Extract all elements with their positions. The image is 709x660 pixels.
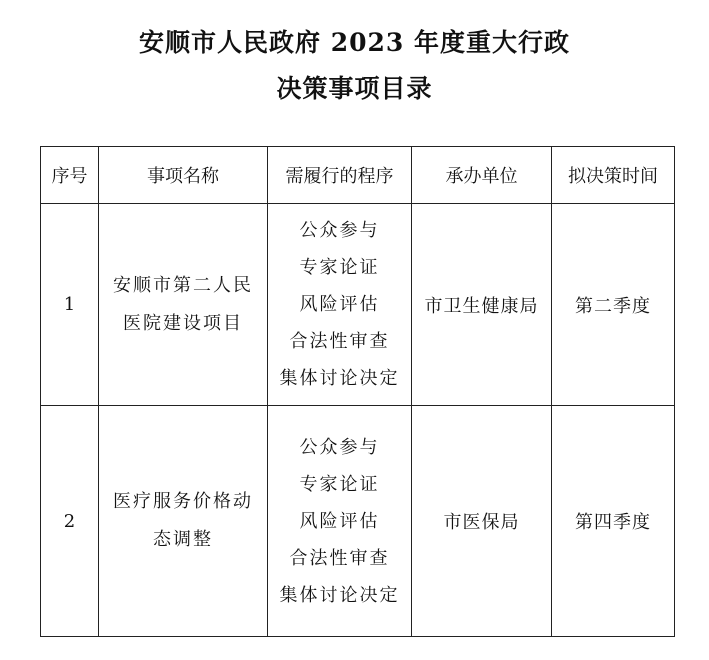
row-item-name-cell: [99, 406, 268, 637]
row-decision-time: 第二季度: [552, 204, 675, 406]
document-title-line-1: 安顺市人民政府 2023 年度重大行政: [139, 28, 570, 57]
row-decision-time: 第四季度: [552, 406, 675, 637]
row-seq: 2: [41, 406, 99, 637]
column-header-seq: 序号: [41, 147, 99, 204]
row-item-name-cell: [99, 204, 268, 406]
procedure-item: 风险评估: [299, 510, 380, 532]
column-header-procedures: 需履行的程序: [268, 147, 412, 204]
procedure-item: 集体讨论决定: [279, 584, 400, 606]
procedure-item: 风险评估: [299, 294, 380, 315]
procedure-list: [268, 212, 411, 397]
table-header-row: [41, 147, 675, 204]
procedure-item: 合法性审查: [289, 331, 390, 352]
procedure-list: [268, 429, 411, 614]
row-procedures-cell: [268, 204, 412, 406]
table-row: [41, 406, 675, 637]
procedure-item: 集体讨论决定: [279, 368, 400, 389]
row-department: 市卫生健康局: [412, 204, 552, 406]
decision-items-table: [40, 146, 675, 637]
procedure-item: 专家论证: [299, 473, 380, 495]
procedure-item: 专家论证: [299, 257, 380, 278]
procedure-item: 公众参与: [299, 436, 380, 458]
row-department: 市医保局: [412, 406, 552, 637]
procedure-item: 公众参与: [299, 220, 380, 241]
procedure-item: 合法性审查: [289, 547, 390, 569]
column-header-item-name: 事项名称: [99, 147, 268, 204]
column-header-decision-time: 拟决策时间: [552, 147, 675, 204]
row-item-name: 安顺市第二人民医院建设项目: [113, 274, 253, 334]
document-title-line-2: 决策事项目录: [276, 74, 433, 103]
row-item-name: 医疗服务价格动态调整: [113, 491, 253, 550]
table-row: [41, 204, 675, 406]
row-procedures-cell: [268, 406, 412, 637]
row-seq: 1: [41, 204, 99, 406]
column-header-department: 承办单位: [412, 147, 552, 204]
